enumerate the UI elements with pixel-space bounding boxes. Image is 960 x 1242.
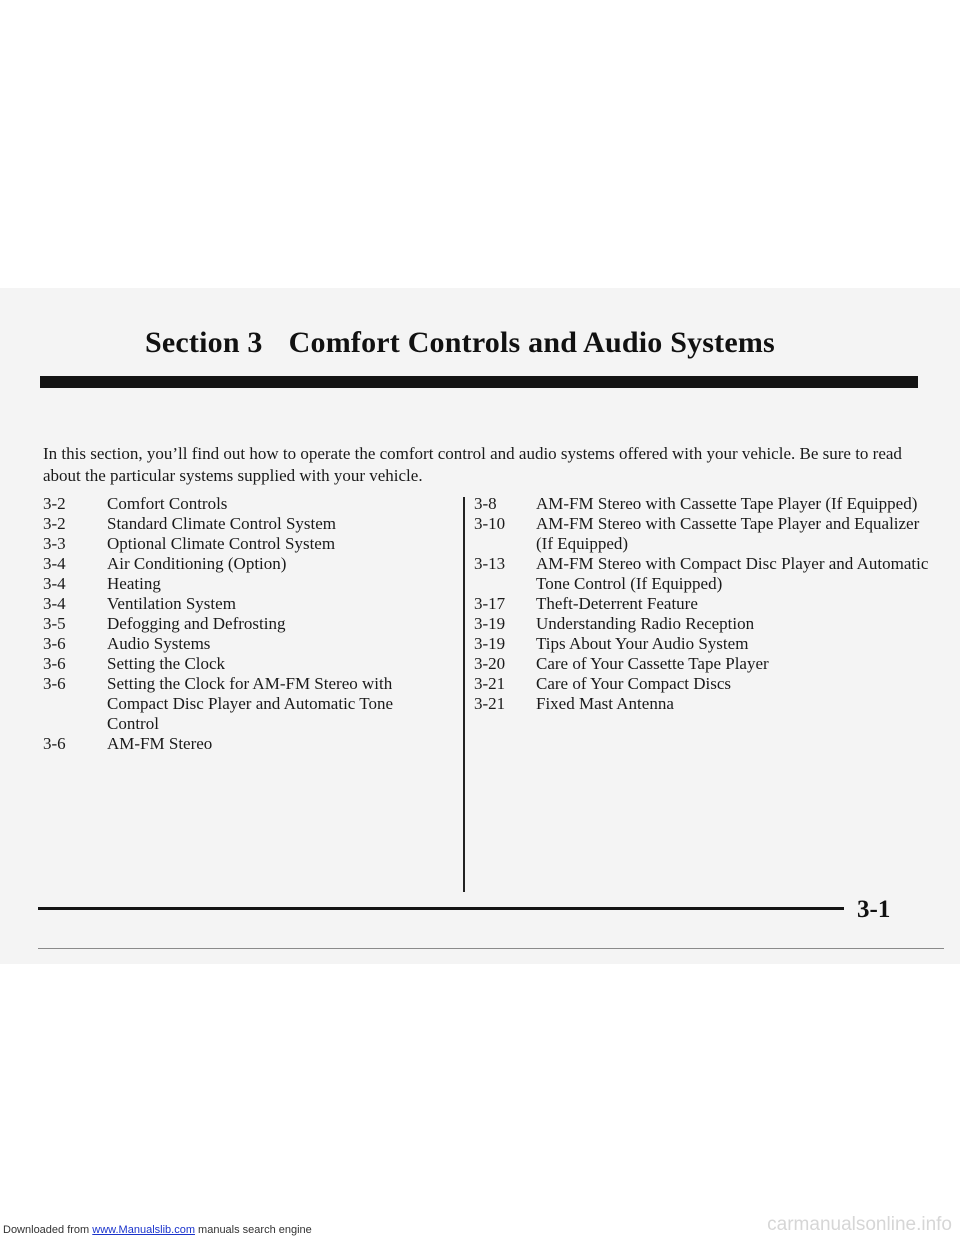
toc-entry-title: AM-FM Stereo: [107, 734, 213, 753]
toc-entry-title: Fixed Mast Antenna: [536, 694, 674, 713]
toc-entry-title: Ventilation System: [107, 594, 236, 613]
toc-page-number: 3-13: [474, 554, 506, 573]
intro-paragraph: In this section, you’ll find out how to operate the comfort control and audio systems offered with your vehicle. Be sure to read about the particular systems supplied with your vehicle.: [43, 444, 902, 485]
toc-entry[interactable]: [474, 614, 934, 634]
toc-entry[interactable]: [474, 694, 934, 714]
toc-page-number: 3-21: [474, 694, 506, 713]
toc-entry-title: Optional Climate Control System: [107, 534, 336, 553]
toc-page-number: 3-2: [43, 514, 66, 533]
footer-thin-rule: [38, 948, 944, 949]
toc-entry[interactable]: [474, 514, 934, 554]
toc-entry-title: Heating: [107, 574, 161, 593]
toc-entry[interactable]: [43, 494, 443, 514]
toc-entry-title: Care of Your Compact Discs: [536, 674, 732, 693]
section-title: [145, 326, 775, 360]
toc-page-number: 3-4: [43, 594, 66, 613]
toc-entry[interactable]: [43, 634, 443, 654]
footer-rule: [38, 907, 844, 910]
toc-page-number: 3-4: [43, 574, 66, 593]
toc-entry[interactable]: [474, 674, 934, 694]
toc-page-number: 3-5: [43, 614, 66, 633]
toc-page-number: 3-20: [474, 654, 506, 673]
watermark-prefix: Downloaded from: [3, 1224, 93, 1236]
toc-entry-title: Setting the Clock: [107, 654, 226, 673]
toc-entry[interactable]: [43, 554, 443, 574]
toc-entry[interactable]: [43, 594, 443, 614]
toc-entry[interactable]: [43, 574, 443, 594]
toc-entry[interactable]: [43, 674, 443, 734]
toc-entry-title: AM-FM Stereo with Compact Disc Player and Automatic Tone Control (If Equipped): [536, 554, 929, 593]
toc-entry-title: Air Conditioning (Option): [107, 554, 287, 573]
toc-page-number: 3-19: [474, 634, 506, 653]
section-name: Comfort Controls and Audio Systems: [288, 326, 775, 359]
toc-page-number: 3-6: [43, 634, 66, 653]
title-rule-band: [40, 376, 918, 388]
toc-entry[interactable]: [43, 654, 443, 674]
toc-entry[interactable]: [43, 534, 443, 554]
toc-entry-title: Audio Systems: [107, 634, 211, 653]
toc-left-column: [43, 494, 443, 754]
toc-entry-title: Tips About Your Audio System: [536, 634, 749, 653]
download-watermark: [3, 1224, 312, 1236]
toc-page-number: 3-6: [43, 674, 66, 693]
toc-entry[interactable]: [474, 594, 934, 614]
toc-page-number: 3-3: [43, 534, 66, 553]
toc-page-number: 3-2: [43, 494, 66, 513]
toc-entry-title: AM-FM Stereo with Cassette Tape Player and Equalizer (If Equipped): [536, 514, 920, 553]
toc-entry[interactable]: [474, 654, 934, 674]
toc-entry-title: Defogging and Defrosting: [107, 614, 286, 633]
site-watermark: carmanualsonline.info: [767, 1214, 952, 1235]
toc-entry-title: Theft-Deterrent Feature: [536, 594, 698, 613]
toc-entry-title: Care of Your Cassette Tape Player: [536, 654, 769, 673]
page-number: 3-1: [857, 896, 891, 923]
watermark-suffix: manuals search engine: [194, 1224, 312, 1236]
column-divider: [463, 497, 465, 892]
toc-entry[interactable]: [474, 634, 934, 654]
toc-page-number: 3-6: [43, 734, 66, 753]
toc-entry[interactable]: [43, 614, 443, 634]
section-number: Section 3: [145, 326, 263, 359]
toc-entry-title: Setting the Clock for AM-FM Stereo with Compact Disc Player and Automatic Tone Control: [107, 674, 394, 733]
toc-page-number: 3-17: [474, 594, 506, 613]
toc-entry[interactable]: [43, 734, 443, 754]
toc-entry-title: Understanding Radio Reception: [536, 614, 755, 633]
toc-entry[interactable]: [474, 494, 934, 514]
toc-page-number: 3-6: [43, 654, 66, 673]
toc-page-number: 3-4: [43, 554, 66, 573]
toc-entry-title: Comfort Controls: [107, 494, 228, 513]
toc-entry[interactable]: [43, 514, 443, 534]
toc-entry[interactable]: [474, 554, 934, 594]
toc-page-number: 3-19: [474, 614, 506, 633]
toc-entry-title: Standard Climate Control System: [107, 514, 337, 533]
toc-right-column: [474, 494, 934, 714]
toc-page-number: 3-21: [474, 674, 506, 693]
manualslib-link[interactable]: www.Manualslib.com: [92, 1224, 195, 1236]
toc-page-number: 3-8: [474, 494, 497, 513]
toc-entry-title: AM-FM Stereo with Cassette Tape Player (If Equipped): [536, 494, 918, 513]
toc-page-number: 3-10: [474, 514, 506, 533]
